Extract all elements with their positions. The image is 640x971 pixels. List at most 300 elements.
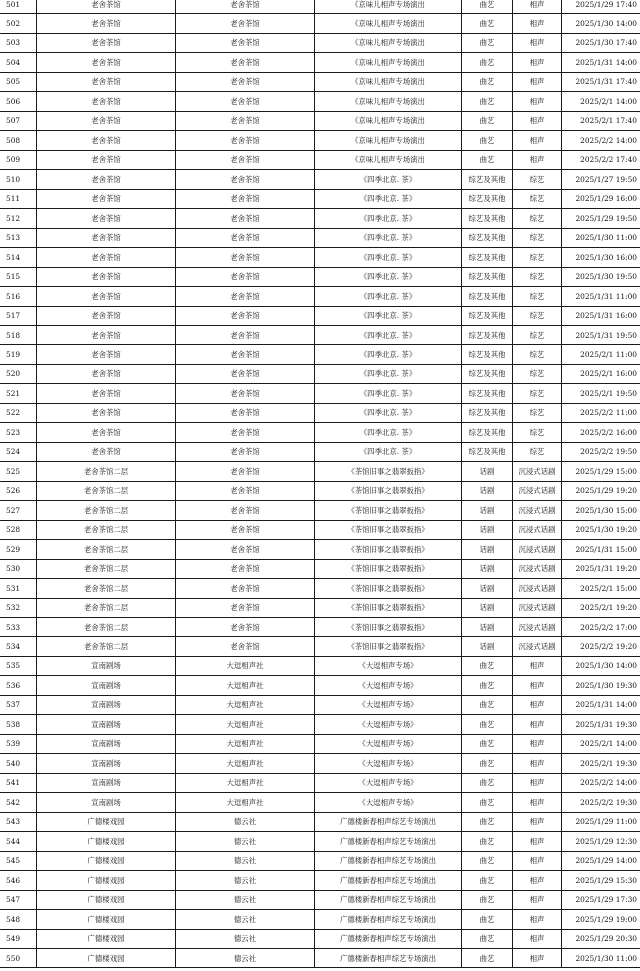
organizer-cell: 老舍茶馆 xyxy=(176,53,315,72)
organizer-cell: 老舍茶馆 xyxy=(176,150,315,169)
table-row xyxy=(0,442,640,461)
row-number-cell: 534 xyxy=(0,637,37,656)
category-cell: 综艺及其他 xyxy=(462,442,513,461)
category-cell: 曲艺 xyxy=(462,111,513,130)
show-title-cell: 《四季北京. 茶》 xyxy=(315,189,462,208)
show-time-cell: 2025/1/29 19:50 xyxy=(562,209,640,228)
category-cell: 综艺及其他 xyxy=(462,403,513,422)
show-title-cell: 《京味儿相声专场演出 xyxy=(315,33,462,52)
show-time-cell: 2025/1/31 14:00 xyxy=(562,53,640,72)
venue-cell: 老舍茶馆 xyxy=(37,287,176,306)
subcategory-cell: 沉浸式话剧 xyxy=(513,520,562,539)
show-title-cell: 广德楼新春相声综艺专场演出 xyxy=(315,948,462,967)
table-row xyxy=(0,423,640,442)
row-number-cell: 526 xyxy=(0,481,37,500)
category-cell: 综艺及其他 xyxy=(462,267,513,286)
venue-cell: 老舍茶馆 xyxy=(37,228,176,247)
table-row xyxy=(0,131,640,150)
category-cell: 曲艺 xyxy=(462,715,513,734)
show-title-cell: 《京味儿相声专场演出 xyxy=(315,131,462,150)
subcategory-cell: 综艺 xyxy=(513,306,562,325)
show-time-cell: 2025/1/27 19:50 xyxy=(562,170,640,189)
subcategory-cell: 相声 xyxy=(513,773,562,792)
subcategory-cell: 相声 xyxy=(513,715,562,734)
category-cell: 综艺及其他 xyxy=(462,189,513,208)
venue-cell: 老舍茶馆 xyxy=(37,131,176,150)
venue-cell: 宣南剧场 xyxy=(37,734,176,753)
row-number-cell: 546 xyxy=(0,871,37,890)
category-cell: 曲艺 xyxy=(462,910,513,929)
table-row xyxy=(0,462,640,481)
venue-cell: 宣南剧场 xyxy=(37,793,176,812)
table-row xyxy=(0,306,640,325)
venue-cell: 老舍茶馆二层 xyxy=(37,637,176,656)
show-time-cell: 2025/1/29 16:00 xyxy=(562,189,640,208)
table-row xyxy=(0,929,640,948)
venue-cell: 老舍茶馆二层 xyxy=(37,481,176,500)
subcategory-cell: 相声 xyxy=(513,851,562,870)
show-title-cell: 《京味儿相声专场演出 xyxy=(315,111,462,130)
show-title-cell: 广德楼新春相声综艺专场演出 xyxy=(315,871,462,890)
table-row xyxy=(0,656,640,675)
show-time-cell: 2025/1/30 17:40 xyxy=(562,33,640,52)
show-time-cell: 2025/1/31 16:00 xyxy=(562,306,640,325)
show-time-cell: 2025/1/30 14:00 xyxy=(562,656,640,675)
table-row xyxy=(0,676,640,695)
subcategory-cell: 综艺 xyxy=(513,267,562,286)
organizer-cell: 老舍茶馆 xyxy=(176,384,315,403)
organizer-cell: 老舍茶馆 xyxy=(176,189,315,208)
subcategory-cell: 沉浸式话剧 xyxy=(513,598,562,617)
category-cell: 曲艺 xyxy=(462,53,513,72)
table-row xyxy=(0,403,640,422)
row-number-cell: 523 xyxy=(0,423,37,442)
venue-cell: 宣南剧场 xyxy=(37,656,176,675)
table-row xyxy=(0,72,640,91)
category-cell: 曲艺 xyxy=(462,150,513,169)
subcategory-cell: 沉浸式话剧 xyxy=(513,579,562,598)
table-row xyxy=(0,598,640,617)
subcategory-cell: 相声 xyxy=(513,695,562,714)
show-title-cell: 《京味儿相声专场演出 xyxy=(315,150,462,169)
show-time-cell: 2025/1/30 15:00 xyxy=(562,501,640,520)
show-time-cell: 2025/1/31 19:20 xyxy=(562,559,640,578)
venue-cell: 广德楼戏园 xyxy=(37,851,176,870)
venue-cell: 老舍茶馆二层 xyxy=(37,559,176,578)
table-row xyxy=(0,754,640,773)
organizer-cell: 老舍茶馆 xyxy=(176,403,315,422)
subcategory-cell: 相声 xyxy=(513,33,562,52)
row-number-cell: 509 xyxy=(0,150,37,169)
show-time-cell: 2025/1/29 12:30 xyxy=(562,832,640,851)
show-title-cell: 《四季北京. 茶》 xyxy=(315,384,462,403)
subcategory-cell: 相声 xyxy=(513,812,562,831)
table-row xyxy=(0,501,640,520)
show-title-cell: 《四季北京. 茶》 xyxy=(315,228,462,247)
category-cell: 曲艺 xyxy=(462,948,513,967)
show-time-cell: 2025/1/29 15:00 xyxy=(562,462,640,481)
show-title-cell: 《茶馆旧事之翡翠扳指》 xyxy=(315,618,462,637)
category-cell: 曲艺 xyxy=(462,754,513,773)
table-row xyxy=(0,53,640,72)
show-time-cell: 2025/1/31 17:40 xyxy=(562,72,640,91)
row-number-cell: 506 xyxy=(0,92,37,111)
show-time-cell: 2025/1/30 11:00 xyxy=(562,228,640,247)
venue-cell: 老舍茶馆 xyxy=(37,53,176,72)
category-cell: 曲艺 xyxy=(462,92,513,111)
row-number-cell: 537 xyxy=(0,695,37,714)
row-number-cell: 539 xyxy=(0,734,37,753)
table-row xyxy=(0,715,640,734)
organizer-cell: 德云社 xyxy=(176,812,315,831)
row-number-cell: 503 xyxy=(0,33,37,52)
table-row xyxy=(0,871,640,890)
row-number-cell: 525 xyxy=(0,462,37,481)
organizer-cell: 德云社 xyxy=(176,851,315,870)
row-number-cell: 536 xyxy=(0,676,37,695)
category-cell: 曲艺 xyxy=(462,33,513,52)
show-time-cell: 2025/2/2 19:30 xyxy=(562,793,640,812)
show-time-cell: 2025/2/1 17:40 xyxy=(562,111,640,130)
table-row xyxy=(0,793,640,812)
row-number-cell: 518 xyxy=(0,325,37,344)
subcategory-cell: 相声 xyxy=(513,131,562,150)
table-row xyxy=(0,481,640,500)
organizer-cell: 老舍茶馆 xyxy=(176,14,315,33)
organizer-cell: 老舍茶馆 xyxy=(176,287,315,306)
organizer-cell: 老舍茶馆 xyxy=(176,462,315,481)
show-time-cell: 2025/1/29 19:00 xyxy=(562,910,640,929)
row-number-cell: 521 xyxy=(0,384,37,403)
category-cell: 曲艺 xyxy=(462,851,513,870)
category-cell: 曲艺 xyxy=(462,793,513,812)
organizer-cell: 老舍茶馆 xyxy=(176,345,315,364)
show-time-cell: 2025/1/31 11:00 xyxy=(562,287,640,306)
subcategory-cell: 相声 xyxy=(513,832,562,851)
table-row xyxy=(0,150,640,169)
show-title-cell: 《茶馆旧事之翡翠扳指》 xyxy=(315,501,462,520)
category-cell: 话剧 xyxy=(462,637,513,656)
venue-cell: 广德楼戏园 xyxy=(37,812,176,831)
venue-cell: 宣南剧场 xyxy=(37,676,176,695)
show-title-cell: 《大逗相声专场》 xyxy=(315,773,462,792)
organizer-cell: 大逗相声社 xyxy=(176,715,315,734)
show-title-cell: 《大逗相声专场》 xyxy=(315,734,462,753)
organizer-cell: 老舍茶馆 xyxy=(176,559,315,578)
show-time-cell: 2025/2/2 14:00 xyxy=(562,773,640,792)
subcategory-cell: 相声 xyxy=(513,890,562,909)
category-cell: 曲艺 xyxy=(462,871,513,890)
show-title-cell: 《京味儿相声专场演出 xyxy=(315,0,462,14)
subcategory-cell: 相声 xyxy=(513,92,562,111)
category-cell: 综艺及其他 xyxy=(462,384,513,403)
organizer-cell: 老舍茶馆 xyxy=(176,325,315,344)
table-row xyxy=(0,248,640,267)
organizer-cell: 老舍茶馆 xyxy=(176,501,315,520)
row-number-cell: 507 xyxy=(0,111,37,130)
row-number-cell: 516 xyxy=(0,287,37,306)
organizer-cell: 老舍茶馆 xyxy=(176,111,315,130)
table-row xyxy=(0,540,640,559)
show-title-cell: 《京味儿相声专场演出 xyxy=(315,53,462,72)
show-title-cell: 《四季北京. 茶》 xyxy=(315,248,462,267)
row-number-cell: 535 xyxy=(0,656,37,675)
organizer-cell: 老舍茶馆 xyxy=(176,579,315,598)
table-row xyxy=(0,209,640,228)
category-cell: 综艺及其他 xyxy=(462,345,513,364)
show-time-cell: 2025/2/2 19:20 xyxy=(562,637,640,656)
show-title-cell: 《四季北京. 茶》 xyxy=(315,442,462,461)
row-number-cell: 549 xyxy=(0,929,37,948)
category-cell: 综艺及其他 xyxy=(462,423,513,442)
venue-cell: 老舍茶馆 xyxy=(37,72,176,91)
table-row xyxy=(0,832,640,851)
subcategory-cell: 综艺 xyxy=(513,423,562,442)
venue-cell: 老舍茶馆 xyxy=(37,111,176,130)
show-title-cell: 《大逗相声专场》 xyxy=(315,676,462,695)
category-cell: 话剧 xyxy=(462,481,513,500)
show-title-cell: 《茶馆旧事之翡翠扳指》 xyxy=(315,579,462,598)
category-cell: 曲艺 xyxy=(462,14,513,33)
venue-cell: 广德楼戏园 xyxy=(37,871,176,890)
category-cell: 曲艺 xyxy=(462,676,513,695)
show-time-cell: 2025/2/2 17:40 xyxy=(562,150,640,169)
table-row xyxy=(0,734,640,753)
organizer-cell: 德云社 xyxy=(176,890,315,909)
venue-cell: 老舍茶馆二层 xyxy=(37,579,176,598)
venue-cell: 老舍茶馆 xyxy=(37,248,176,267)
show-time-cell: 2025/1/29 17:40 xyxy=(562,0,640,14)
organizer-cell: 老舍茶馆 xyxy=(176,618,315,637)
row-number-cell: 522 xyxy=(0,403,37,422)
row-number-cell: 542 xyxy=(0,793,37,812)
show-time-cell: 2025/1/30 11:00 xyxy=(562,948,640,967)
organizer-cell: 老舍茶馆 xyxy=(176,248,315,267)
subcategory-cell: 相声 xyxy=(513,72,562,91)
subcategory-cell: 综艺 xyxy=(513,189,562,208)
show-time-cell: 2025/2/2 14:00 xyxy=(562,131,640,150)
subcategory-cell: 沉浸式话剧 xyxy=(513,618,562,637)
venue-cell: 宣南剧场 xyxy=(37,754,176,773)
subcategory-cell: 相声 xyxy=(513,656,562,675)
organizer-cell: 老舍茶馆 xyxy=(176,598,315,617)
show-title-cell: 《茶馆旧事之翡翠扳指》 xyxy=(315,462,462,481)
row-number-cell: 502 xyxy=(0,14,37,33)
subcategory-cell: 综艺 xyxy=(513,345,562,364)
venue-cell: 老舍茶馆 xyxy=(37,423,176,442)
venue-cell: 广德楼戏园 xyxy=(37,929,176,948)
organizer-cell: 大逗相声社 xyxy=(176,676,315,695)
show-title-cell: 《大逗相声专场》 xyxy=(315,715,462,734)
venue-cell: 老舍茶馆 xyxy=(37,0,176,14)
organizer-cell: 老舍茶馆 xyxy=(176,423,315,442)
organizer-cell: 德云社 xyxy=(176,948,315,967)
row-number-cell: 540 xyxy=(0,754,37,773)
show-title-cell: 广德楼新春相声综艺专场演出 xyxy=(315,851,462,870)
row-number-cell: 510 xyxy=(0,170,37,189)
row-number-cell: 532 xyxy=(0,598,37,617)
organizer-cell: 德云社 xyxy=(176,832,315,851)
organizer-cell: 老舍茶馆 xyxy=(176,92,315,111)
show-time-cell: 2025/2/1 19:30 xyxy=(562,754,640,773)
show-time-cell: 2025/1/29 17:30 xyxy=(562,890,640,909)
venue-cell: 老舍茶馆 xyxy=(37,189,176,208)
category-cell: 综艺及其他 xyxy=(462,248,513,267)
venue-cell: 老舍茶馆 xyxy=(37,14,176,33)
subcategory-cell: 相声 xyxy=(513,754,562,773)
table-row xyxy=(0,520,640,539)
venue-cell: 老舍茶馆 xyxy=(37,306,176,325)
organizer-cell: 老舍茶馆 xyxy=(176,170,315,189)
category-cell: 话剧 xyxy=(462,501,513,520)
venue-cell: 老舍茶馆二层 xyxy=(37,520,176,539)
row-number-cell: 520 xyxy=(0,364,37,383)
category-cell: 综艺及其他 xyxy=(462,306,513,325)
show-title-cell: 广德楼新春相声综艺专场演出 xyxy=(315,832,462,851)
subcategory-cell: 沉浸式话剧 xyxy=(513,462,562,481)
row-number-cell: 544 xyxy=(0,832,37,851)
show-time-cell: 2025/1/31 19:50 xyxy=(562,325,640,344)
subcategory-cell: 相声 xyxy=(513,14,562,33)
category-cell: 综艺及其他 xyxy=(462,209,513,228)
row-number-cell: 533 xyxy=(0,618,37,637)
show-title-cell: 《大逗相声专场》 xyxy=(315,793,462,812)
category-cell: 话剧 xyxy=(462,579,513,598)
category-cell: 话剧 xyxy=(462,598,513,617)
row-number-cell: 524 xyxy=(0,442,37,461)
show-title-cell: 《大逗相声专场》 xyxy=(315,656,462,675)
subcategory-cell: 综艺 xyxy=(513,287,562,306)
subcategory-cell: 相声 xyxy=(513,111,562,130)
show-title-cell: 《茶馆旧事之翡翠扳指》 xyxy=(315,559,462,578)
show-time-cell: 2025/1/31 15:00 xyxy=(562,540,640,559)
venue-cell: 老舍茶馆 xyxy=(37,345,176,364)
row-number-cell: 529 xyxy=(0,540,37,559)
subcategory-cell: 综艺 xyxy=(513,384,562,403)
venue-cell: 老舍茶馆 xyxy=(37,442,176,461)
show-title-cell: 《茶馆旧事之翡翠扳指》 xyxy=(315,540,462,559)
show-time-cell: 2025/1/31 14:00 xyxy=(562,695,640,714)
subcategory-cell: 相声 xyxy=(513,871,562,890)
category-cell: 曲艺 xyxy=(462,734,513,753)
venue-cell: 老舍茶馆二层 xyxy=(37,598,176,617)
row-number-cell: 512 xyxy=(0,209,37,228)
subcategory-cell: 综艺 xyxy=(513,228,562,247)
table-row xyxy=(0,228,640,247)
row-number-cell: 550 xyxy=(0,948,37,967)
show-time-cell: 2025/1/30 19:30 xyxy=(562,676,640,695)
show-title-cell: 《四季北京. 茶》 xyxy=(315,267,462,286)
subcategory-cell: 沉浸式话剧 xyxy=(513,501,562,520)
show-time-cell: 2025/2/1 16:00 xyxy=(562,364,640,383)
organizer-cell: 老舍茶馆 xyxy=(176,306,315,325)
venue-cell: 宣南剧场 xyxy=(37,715,176,734)
organizer-cell: 老舍茶馆 xyxy=(176,0,315,14)
row-number-cell: 545 xyxy=(0,851,37,870)
category-cell: 曲艺 xyxy=(462,72,513,91)
table-row xyxy=(0,812,640,831)
subcategory-cell: 综艺 xyxy=(513,209,562,228)
show-time-cell: 2025/2/2 11:00 xyxy=(562,403,640,422)
show-title-cell: 《四季北京. 茶》 xyxy=(315,345,462,364)
organizer-cell: 德云社 xyxy=(176,871,315,890)
category-cell: 话剧 xyxy=(462,540,513,559)
table-row xyxy=(0,773,640,792)
subcategory-cell: 沉浸式话剧 xyxy=(513,637,562,656)
organizer-cell: 大逗相声社 xyxy=(176,734,315,753)
venue-cell: 老舍茶馆 xyxy=(37,150,176,169)
table-row xyxy=(0,111,640,130)
venue-cell: 老舍茶馆二层 xyxy=(37,618,176,637)
organizer-cell: 德云社 xyxy=(176,910,315,929)
subcategory-cell: 沉浸式话剧 xyxy=(513,559,562,578)
show-title-cell: 《茶馆旧事之翡翠扳指》 xyxy=(315,637,462,656)
venue-cell: 老舍茶馆二层 xyxy=(37,501,176,520)
subcategory-cell: 相声 xyxy=(513,910,562,929)
category-cell: 曲艺 xyxy=(462,812,513,831)
show-time-cell: 2025/1/30 14:00 xyxy=(562,14,640,33)
show-time-cell: 2025/1/29 19:20 xyxy=(562,481,640,500)
show-time-cell: 2025/2/2 17:00 xyxy=(562,618,640,637)
row-number-cell: 538 xyxy=(0,715,37,734)
show-time-cell: 2025/2/2 16:00 xyxy=(562,423,640,442)
row-number-cell: 505 xyxy=(0,72,37,91)
venue-cell: 广德楼戏园 xyxy=(37,832,176,851)
show-title-cell: 《四季北京. 茶》 xyxy=(315,287,462,306)
category-cell: 话剧 xyxy=(462,618,513,637)
table-row xyxy=(0,637,640,656)
venue-cell: 老舍茶馆 xyxy=(37,403,176,422)
table-row xyxy=(0,948,640,967)
show-time-cell: 2025/2/1 19:50 xyxy=(562,384,640,403)
venue-cell: 老舍茶馆 xyxy=(37,267,176,286)
show-title-cell: 广德楼新春相声综艺专场演出 xyxy=(315,812,462,831)
category-cell: 综艺及其他 xyxy=(462,228,513,247)
row-number-cell: 504 xyxy=(0,53,37,72)
table-row xyxy=(0,170,640,189)
category-cell: 曲艺 xyxy=(462,890,513,909)
subcategory-cell: 综艺 xyxy=(513,403,562,422)
subcategory-cell: 相声 xyxy=(513,0,562,14)
show-title-cell: 《四季北京. 茶》 xyxy=(315,325,462,344)
show-time-cell: 2025/1/29 15:30 xyxy=(562,871,640,890)
organizer-cell: 老舍茶馆 xyxy=(176,72,315,91)
show-time-cell: 2025/1/30 19:20 xyxy=(562,520,640,539)
venue-cell: 广德楼戏园 xyxy=(37,910,176,929)
venue-cell: 老舍茶馆 xyxy=(37,33,176,52)
row-number-cell: 501 xyxy=(0,0,37,14)
show-time-cell: 2025/2/2 19:50 xyxy=(562,442,640,461)
table-row xyxy=(0,559,640,578)
venue-cell: 老舍茶馆 xyxy=(37,209,176,228)
show-time-cell: 2025/1/29 11:00 xyxy=(562,812,640,831)
row-number-cell: 511 xyxy=(0,189,37,208)
table-row xyxy=(0,33,640,52)
category-cell: 曲艺 xyxy=(462,929,513,948)
venue-cell: 广德楼戏园 xyxy=(37,890,176,909)
table-row xyxy=(0,267,640,286)
category-cell: 曲艺 xyxy=(462,695,513,714)
subcategory-cell: 相声 xyxy=(513,793,562,812)
category-cell: 曲艺 xyxy=(462,832,513,851)
show-time-cell: 2025/2/1 14:00 xyxy=(562,92,640,111)
table-row xyxy=(0,890,640,909)
row-number-cell: 543 xyxy=(0,812,37,831)
row-number-cell: 528 xyxy=(0,520,37,539)
show-time-cell: 2025/2/1 15:00 xyxy=(562,579,640,598)
show-title-cell: 广德楼新春相声综艺专场演出 xyxy=(315,890,462,909)
table-row xyxy=(0,695,640,714)
